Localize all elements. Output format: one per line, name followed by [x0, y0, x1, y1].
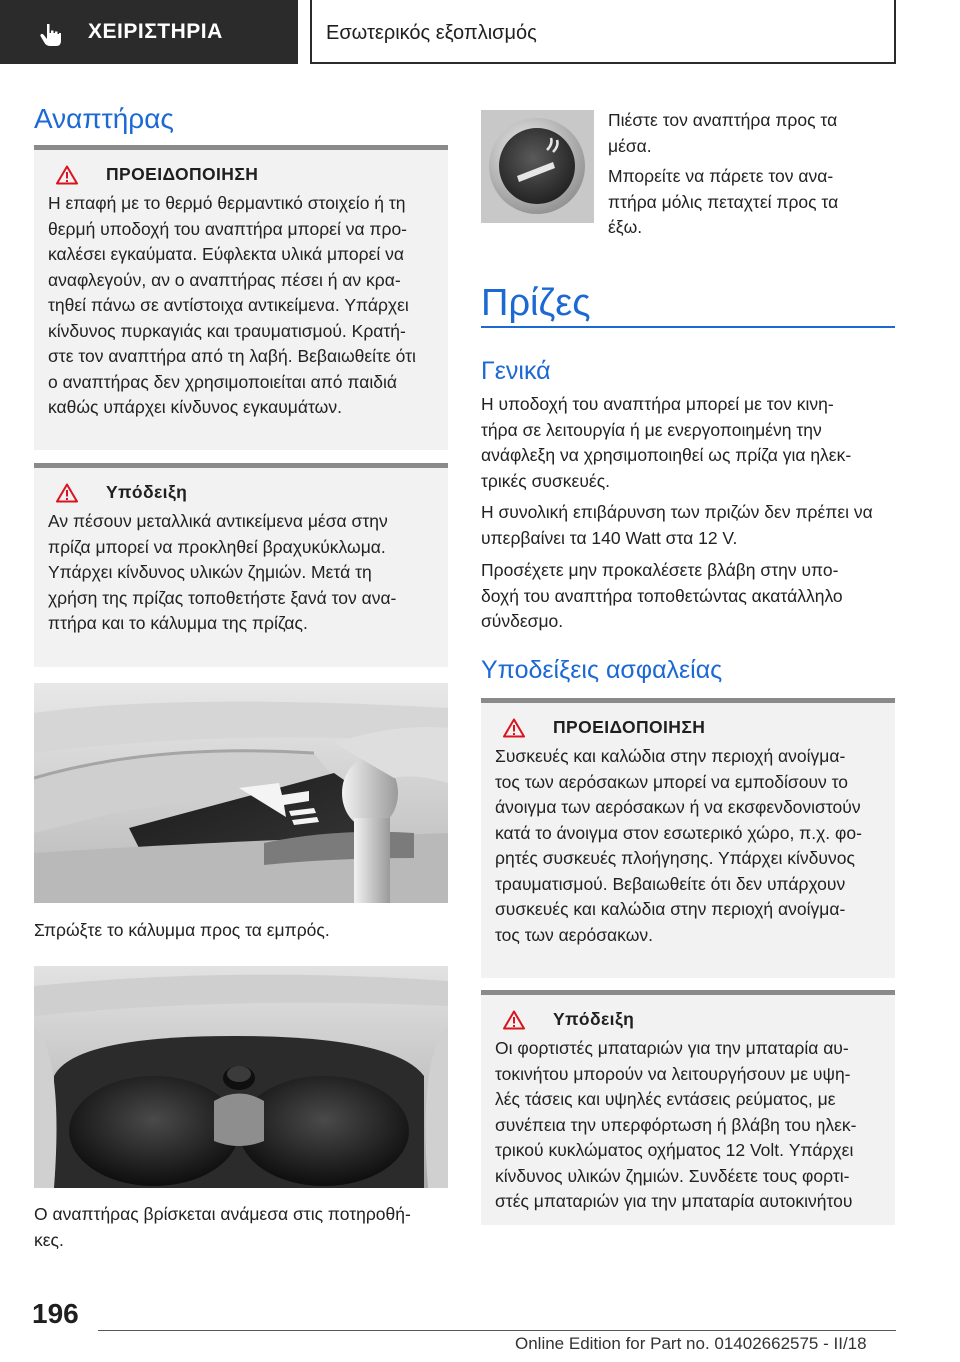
general-line: σύνδεσμο.: [481, 611, 564, 631]
lighter-instruction-push: [608, 108, 896, 159]
warning-line: Η επαφή με το θερμό θερμαντικό στοιχείο ή τη: [48, 193, 406, 213]
header-right-divider: [894, 0, 896, 64]
lighter-warning-box: [34, 145, 448, 450]
warning-triangle-icon: [56, 165, 78, 185]
cupholder-illustration: [34, 966, 448, 1188]
page-header: [0, 0, 960, 64]
warning-title: ΠΡΟΕΙΔΟΠΟΙΗΣΗ: [106, 164, 259, 184]
console-cover-photo: [34, 683, 448, 903]
notice-heading: [48, 482, 434, 503]
warning-line: τος των αερόσακων.: [495, 924, 653, 945]
warning-line: καθώς υπάρχει κίνδυνος εγκαυμάτων.: [48, 397, 342, 417]
general-paragraph-1: [481, 392, 901, 494]
notice-title: Υπόδειξη: [106, 482, 188, 502]
notice-line: πρίζα μπορεί να προκληθεί βραχυκύκλωμα.: [48, 536, 386, 557]
warning-line: στε τον αναπτήρα από τη λαβή. Βεβαιωθείτε ότι: [48, 346, 416, 366]
notice-text: [48, 509, 434, 637]
lighter-notice-box: [34, 463, 448, 667]
warning-line: τηθεί πάνω σε αντίστοιχα αντικείμενα. Υπάρχει: [48, 295, 409, 315]
cupholder-photo: [34, 966, 448, 1188]
sockets-warning-box: [481, 698, 895, 978]
warning-line: άνοιγμα των αερόσακων ή να εκσφενδονιστούν: [495, 797, 861, 817]
caption-line: Ο αναπτήρας βρίσκεται ανάμεσα στις ποτηροθή-: [34, 1204, 411, 1224]
warning-text: [48, 191, 434, 421]
notice-text: [495, 1036, 881, 1215]
lighter-illustration: [481, 110, 594, 223]
lighter-instruction-remove: [608, 164, 896, 241]
warning-line: θερμή υποδοχή του αναπτήρα μπορεί να προ-: [48, 218, 408, 239]
general-line: υπερβαίνει τα 140 Watt στα 12 V.: [481, 527, 738, 548]
warning-heading: [495, 717, 881, 738]
page-number: 196: [32, 1298, 79, 1329]
warning-triangle-icon: [503, 1010, 525, 1030]
general-line: Προσέχετε μην προκαλέσετε βλάβη στην υπο-: [481, 560, 839, 580]
notice-line: Αν πέσουν μεταλλικά αντικείμενα μέσα στην: [48, 511, 388, 531]
sockets-title: Πρίζες: [481, 282, 591, 324]
warning-line: κίνδυνος πυρκαγιάς και τραυματισμού. Κρατή-: [48, 320, 406, 341]
general-line: τήρα σε λειτουργία ή με ενεργοποιημένη την: [481, 419, 822, 440]
edition-label: Online Edition for Part no. 01402662575 - II/18: [515, 1334, 867, 1353]
chapter-tab[interactable]: [0, 0, 298, 64]
notice-line: λές τάσεις και υψηλές εντάσεις ρεύματος, με: [495, 1089, 836, 1109]
safety-title: Υποδείξεις ασφαλείας: [481, 656, 723, 684]
warning-line: συσκευές και καλώδια στην περιοχή ανοίγμα-: [495, 899, 846, 919]
warning-line: ρητές συσκευές πλοήγησης. Υπάρχει κίνδυνος: [495, 848, 855, 868]
notice-title: Υπόδειξη: [553, 1009, 635, 1029]
lighter-line: πτήρα μόλις πεταχτεί προς τα: [608, 191, 839, 212]
general-line: τρικές συσκευές.: [481, 470, 610, 491]
warning-line: κατά το άνοιγμα στον εσωτερικό χώρο, π.χ. φο-: [495, 822, 862, 843]
caption-lighter-location: [34, 1202, 411, 1253]
general-paragraph-2: [481, 500, 901, 551]
general-line: ανάφλεξη να χρησιμοποιηθεί ως πρίζα για ηλεκ-: [481, 445, 852, 465]
warning-line: ο αναπτήρας δεν χρησιμοποιείται από παιδιά: [48, 371, 397, 392]
hand-pointer-icon: [38, 22, 64, 48]
general-line: δοχή του αναπτήρα τοποθετώντας ακατάλληλο: [481, 585, 843, 606]
notice-line: κίνδυνος υλικών ζημιών. Συνδέετε τους φορτι-: [495, 1165, 850, 1186]
warning-triangle-icon: [56, 483, 78, 503]
warning-text: [495, 744, 881, 948]
notice-line: Υπάρχει κίνδυνος υλικών ζημιών. Μετά τη: [48, 562, 372, 582]
lighter-photo: [481, 110, 594, 223]
notice-line: τρικού κυκλώματος οχήματος 12 Volt. Υπάρχει: [495, 1140, 854, 1160]
caption-push-cover: Σπρώξτε το κάλυμμα προς τα εμπρός.: [34, 920, 330, 940]
warning-line: Συσκευές και καλώδια στην περιοχή ανοίγμα-: [495, 746, 846, 766]
notice-line: συνέπεια την υπερφόρτωση ή βλάβη του ηλεκ-: [495, 1114, 857, 1135]
footer-rule: [98, 1330, 896, 1331]
notice-line: στές μπαταριών για την μπαταρία αυτοκινήτου: [495, 1191, 853, 1211]
notice-heading: [495, 1009, 881, 1030]
header-underline: [312, 62, 896, 64]
notice-line: τοκινήτου μπορούν να λειτουργήσουν με υψη-: [495, 1063, 851, 1084]
lighter-line: έξω.: [608, 217, 643, 237]
general-paragraph-3: [481, 558, 901, 635]
caption-line: κες.: [34, 1229, 64, 1250]
warning-line: καλέσει εγκαύματα. Εύφλεκτα υλικά μπορεί να: [48, 244, 404, 264]
warning-line: αναφλεγούν, αν ο αναπτήρας πέσει ή αν κρα-: [48, 269, 401, 290]
general-line: Η υποδοχή του αναπτήρα μπορεί με τον κινη-: [481, 394, 834, 414]
section-label: Εσωτερικός εξοπλισμός: [326, 22, 537, 44]
general-title: Γενικά: [481, 357, 551, 385]
sockets-notice-box: [481, 990, 895, 1225]
warning-line: τραυματισμού. Βεβαιωθείτε ότι δεν υπάρχουν: [495, 873, 846, 894]
lighter-line: Πιέστε τον αναπτήρα προς τα: [608, 110, 838, 130]
notice-line: Οι φορτιστές μπαταριών για την μπαταρία αυ-: [495, 1038, 849, 1058]
sockets-title-rule: [481, 326, 895, 328]
chapter-label: ΧΕΙΡΙΣΤΗΡΙΑ: [88, 20, 223, 43]
lighter-line: μέσα.: [608, 135, 652, 156]
notice-line: χρήση της πρίζας τοποθετήστε ξανά τον ανα-: [48, 587, 397, 608]
warning-triangle-icon: [503, 718, 525, 738]
warning-line: τος των αερόσακων μπορεί να εμποδίσουν το: [495, 771, 849, 792]
notice-line: πτήρα και το κάλυμμα της πρίζας.: [48, 613, 308, 633]
header-divider: [310, 0, 312, 64]
general-line: Η συνολική επιβάρυνση των πριζών δεν πρέπει να: [481, 502, 873, 522]
lighter-title: Αναπτήρας: [34, 103, 174, 134]
warning-heading: [48, 164, 434, 185]
lighter-line: Μπορείτε να πάρετε τον ανα-: [608, 166, 834, 186]
warning-title: ΠΡΟΕΙΔΟΠΟΙΗΣΗ: [553, 717, 706, 737]
console-cover-illustration: [34, 683, 448, 903]
